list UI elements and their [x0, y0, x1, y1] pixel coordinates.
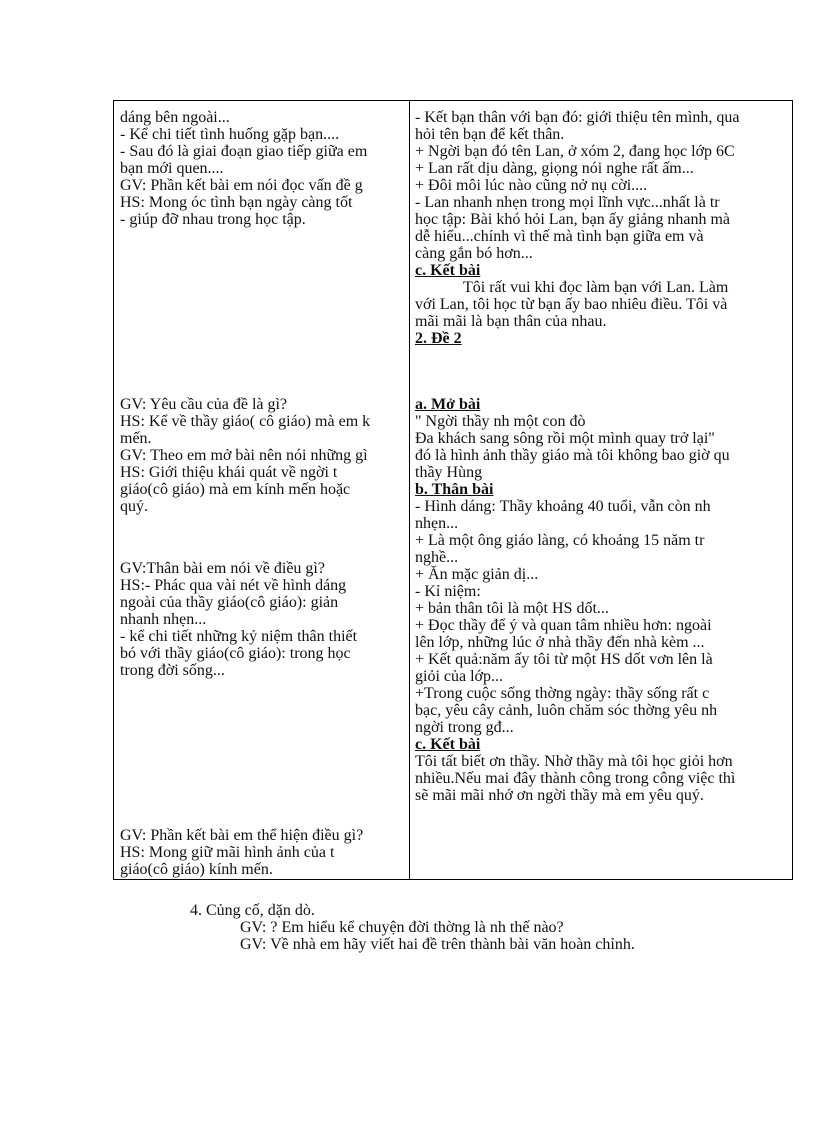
text-line: Tôi tất biết ơn thầy. Nhờ thầy mà tôi học giỏi hơn	[415, 753, 733, 770]
text-line: mến.	[120, 430, 152, 447]
text-line: GV: Phần kết bài em thể hiện điều gì?	[120, 827, 364, 844]
text-line: HS: Giới thiệu khái quát về ngời t	[120, 464, 338, 481]
text-line: ngoài của thầy giáo(cô giáo): giản	[120, 594, 339, 611]
text-line: bó với thầy giáo(cô giáo): trong học	[120, 645, 351, 662]
text-line: giáo(cô giáo) kính mến.	[120, 861, 273, 878]
text-line: dáng bên ngoài...	[120, 109, 230, 126]
text-line: học tập: Bài khó hỏi Lan, bạn ấy giảng nhanh mà	[415, 211, 731, 228]
text-line: sẽ mãi mãi nhớ ơn ngời thầy mà em yêu quý.	[415, 787, 704, 804]
text-line: đó là hình ảnh thầy giáo mà tôi không bao giờ qu	[415, 447, 730, 464]
section-heading: c. Kết bài	[415, 262, 481, 279]
text-line: với Lan, tôi học từ bạn ấy bao nhiêu điều. Tôi và	[415, 296, 728, 313]
text-line: - Kỉ niệm:	[415, 583, 481, 600]
text-line: HS: Mong giữ mãi hình ảnh của t	[120, 844, 335, 861]
text-line: - Kể chi tiết tình huống gặp bạn....	[120, 126, 340, 143]
text-line: HS: Mong óc tình bạn ngày càng tốt	[120, 194, 353, 211]
text-line: + bản thân tôi là một HS dốt...	[415, 600, 609, 617]
homework-instruction: GV: Về nhà em hãy viết hai đề trên thành bài văn hoàn chỉnh.	[240, 936, 635, 953]
text-line: GV: Theo em mở bài nên nói những gì	[120, 447, 368, 464]
text-line: trong đời sống...	[120, 662, 225, 679]
text-line: lên lớp, những lúc ở nhà thầy đến nhà kèm ...	[415, 634, 705, 651]
teacher-student-column	[114, 101, 410, 879]
text-line: - giúp đỡ nhau trong học tập.	[120, 211, 306, 228]
section-heading: c. Kết bài	[415, 736, 481, 753]
text-line: nhanh nhẹn...	[120, 611, 207, 628]
text-line: + Là một ông giáo làng, có khoảng 15 năm tr	[415, 532, 705, 549]
text-line: +Trong cuộc sống thờng ngày: thầy sống rất c	[415, 685, 710, 702]
lesson-table	[113, 100, 793, 880]
text-line: bạn mới quen....	[120, 160, 224, 177]
consolidation-question: GV: ? Em hiểu kể chuyện đời thờng là nh thế nào?	[240, 919, 564, 936]
text-line: " Ngời thầy nh một con đò	[415, 413, 586, 430]
text-line: thầy Hùng	[415, 464, 483, 481]
text-line: GV:Thân bài em nói về điều gì?	[120, 560, 325, 577]
text-line: HS:- Phác qua vài nét về hình dáng	[120, 577, 347, 594]
text-line: - Kết bạn thân với bạn đó: giới thiệu tên mình, qua	[415, 109, 740, 126]
text-line: HS: Kể về thầy giáo( cô giáo) mà em k	[120, 413, 371, 430]
text-line: giỏi của lớp...	[415, 668, 503, 685]
text-line: + Đọc thầy để ý và quan tâm nhiều hơn: ngoài	[415, 617, 712, 634]
consolidation-heading: 4. Củng cố, dặn dò.	[190, 902, 315, 919]
text-line: dễ hiểu...chính vì thế mà tình bạn giữa em và	[415, 228, 704, 245]
text-line: bạc, yêu cây cảnh, luôn chăm sóc thờng yêu nh	[415, 702, 718, 719]
text-line: + Kết quả:năm ấy tôi từ một HS dốt vơn lên là	[415, 651, 713, 668]
text-line: nhiều.Nếu mai đây thành công trong công việc thì	[415, 770, 736, 787]
text-line: ngời trong gđ...	[415, 719, 514, 736]
text-line: GV: Phần kết bài em nói đọc vấn đề g	[120, 177, 363, 194]
text-line: + Ăn mặc giản dị...	[415, 566, 539, 583]
text-line: GV: Yêu cầu của đề là gì?	[120, 396, 288, 413]
text-line: - Hình dáng: Thầy khoảng 40 tuổi, vẫn còn nh	[415, 498, 711, 515]
text-line: + Ngời bạn đó tên Lan, ở xóm 2, đang học lớp 6C	[415, 143, 735, 160]
text-line: - kể chi tiết những kỷ niệm thân thiết	[120, 628, 358, 645]
text-line: hỏi tên bạn để kết thân.	[415, 126, 565, 143]
section-heading: b. Thân bài	[415, 481, 494, 498]
section-heading: a. Mở bài	[415, 396, 481, 413]
text-line: - Lan nhanh nhẹn trong mọi lĩnh vực...nhất là tr	[415, 194, 720, 211]
text-line: Tôi rất vui khi đọc làm bạn với Lan. Làm	[463, 279, 729, 296]
text-line: - Sau đó là giai đoạn giao tiếp giữa em	[120, 143, 368, 160]
content-column	[410, 101, 792, 879]
text-line: giáo(cô giáo) mà em kính mến hoặc	[120, 481, 351, 498]
text-line: + Lan rất dịu dàng, giọng nói nghe rất ấm...	[415, 160, 694, 177]
text-line: càng gắn bó hơn...	[415, 245, 533, 262]
text-line: quý.	[120, 498, 148, 515]
text-line: + Đôi môi lúc nào cũng nở nụ cời....	[415, 177, 648, 194]
text-line: nghề...	[415, 549, 459, 566]
text-line: mãi mãi là bạn thân của nhau.	[415, 313, 607, 330]
text-line: Đa khách sang sông rồi một mình quay trở lại"	[415, 430, 715, 447]
text-line: nhẹn...	[415, 515, 459, 532]
section-heading: 2. Đề 2	[415, 330, 462, 347]
